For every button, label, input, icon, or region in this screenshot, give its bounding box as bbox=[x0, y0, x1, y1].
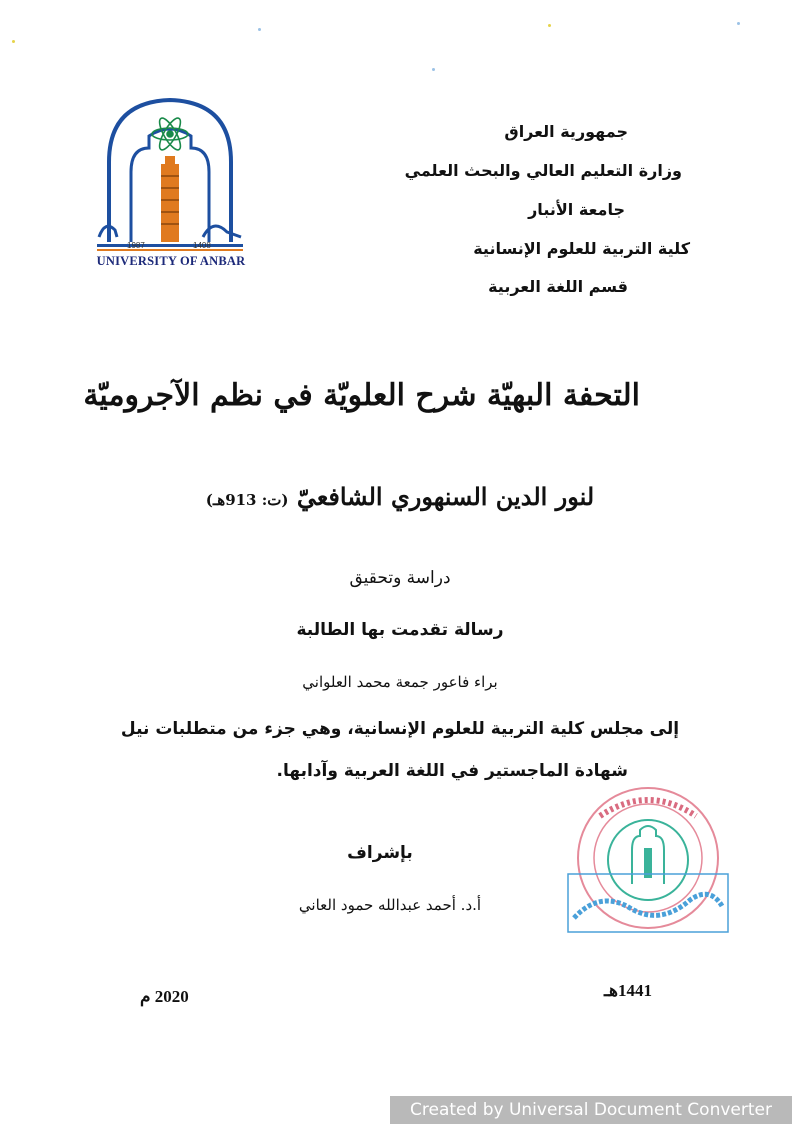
scan-speck bbox=[258, 28, 261, 31]
year-gregorian: 2020 م bbox=[140, 987, 189, 1006]
scan-speck bbox=[432, 68, 435, 71]
thesis-title: التحفة البهيّة شرح العلويّة في نظم الآجروميّة bbox=[83, 378, 640, 413]
anbar-logo-icon bbox=[95, 92, 245, 272]
thesis-submitted-by: رسالة تقدمت بها الطالبة bbox=[296, 620, 504, 640]
logo-year-gregorian: 1987 bbox=[127, 241, 145, 250]
student-name: براء فاعور جمعة محمد العلواني bbox=[302, 673, 498, 691]
author-line bbox=[180, 482, 620, 511]
supervision-label: بإشراف bbox=[347, 843, 413, 863]
scan-speck bbox=[548, 24, 551, 27]
scan-speck bbox=[737, 22, 740, 25]
author-death-date: (ت: 913هـ) bbox=[205, 491, 289, 509]
header-college: كلية التربية للعلوم الإنسانية bbox=[473, 239, 690, 258]
scan-speck bbox=[12, 40, 15, 43]
converter-watermark: Created by Universal Document Converter bbox=[390, 1096, 792, 1124]
study-label: دراسة وتحقيق bbox=[349, 568, 451, 588]
college-stamp bbox=[560, 778, 730, 943]
header-republic: جمهورية العراق bbox=[504, 122, 628, 141]
university-logo bbox=[95, 92, 245, 272]
supervisor-name: أ.د. أحمد عبدالله حمود العاني bbox=[298, 896, 482, 914]
stamp-icon bbox=[560, 778, 730, 943]
purpose-line-2: شهادة الماجستير في اللغة العربية وآدابها. bbox=[276, 761, 628, 781]
header-department: قسم اللغة العربية bbox=[488, 277, 628, 296]
purpose-line-1: إلى مجلس كلية التربية للعلوم الإنسانية، وهي جزء من متطلبات نيل bbox=[120, 719, 680, 739]
logo-year-hijri: 1408 bbox=[193, 241, 211, 250]
year-hijri: 1441هـ bbox=[604, 981, 652, 1000]
logo-caption: UNIVERSITY OF ANBAR bbox=[96, 254, 246, 268]
author-name: لنور الدين السنهوري الشافعيّ bbox=[296, 482, 595, 511]
header-ministry: وزارة التعليم العالي والبحث العلمي bbox=[404, 161, 682, 180]
header-university: جامعة الأنبار bbox=[528, 200, 625, 219]
